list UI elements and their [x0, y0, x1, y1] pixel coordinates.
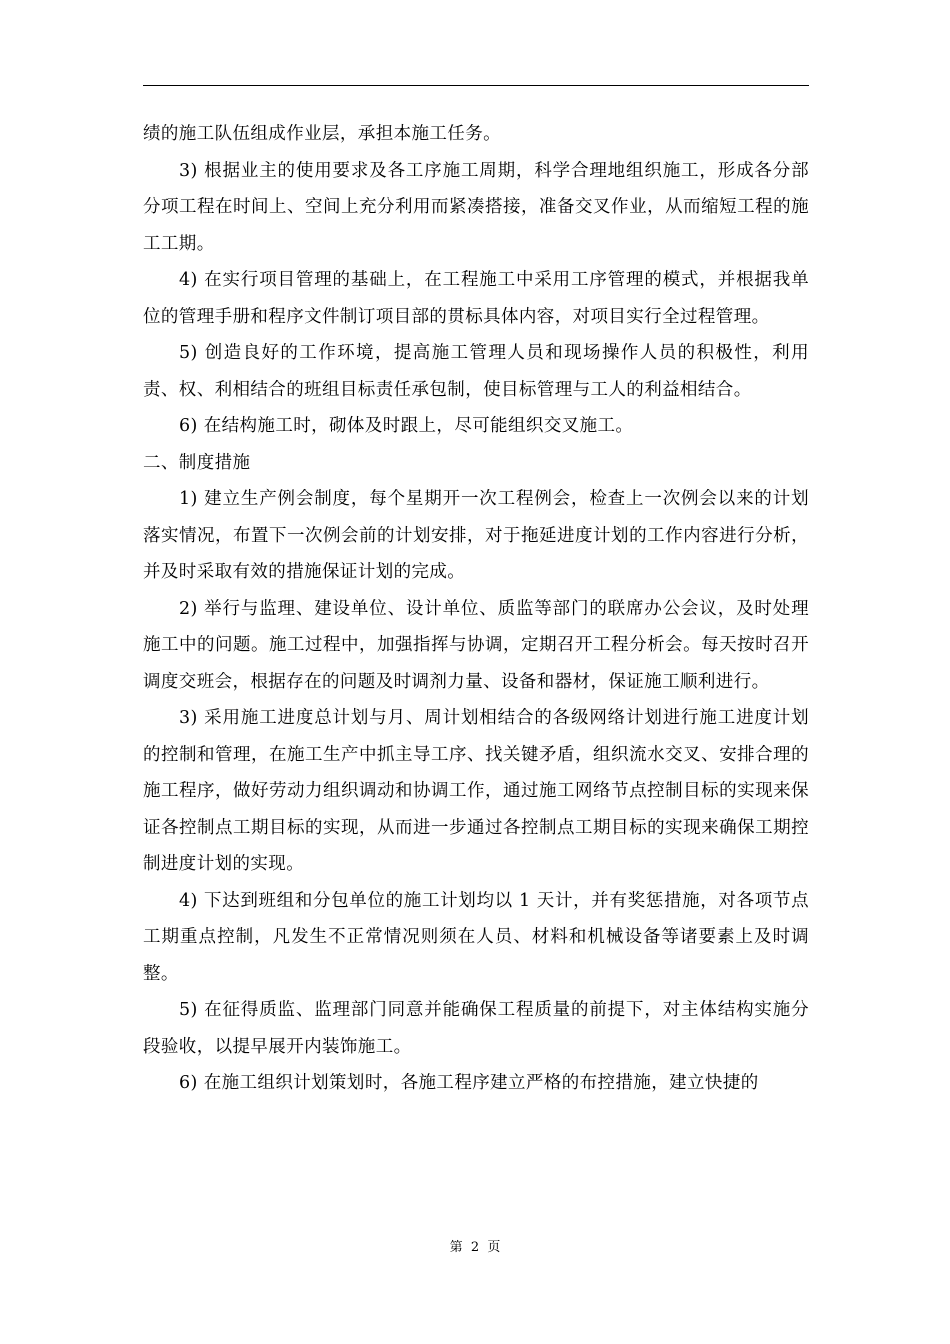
- document-body: [143, 116, 809, 1102]
- paragraph-measure-3: 3) 采用施工进度总计划与月、周计划相结合的各级网络计划进行施工进度计划的控制和管理，在施工生产中抓主导工序、找关键矛盾，组织流水交叉、安排合理的施工程序，做好劳动力组织调动和协调工作，通过施工网络节点控制目标的实现来保证各控制点工期目标的实现，从而进一步通过各控制点工期目标的实现来确保工期控制进度计划的实现。: [143, 708, 809, 874]
- page-footer: [0, 1240, 950, 1256]
- header-rule: [143, 85, 809, 86]
- paragraph-measure-2: 2) 举行与监理、建设单位、设计单位、质监等部门的联席办公会议，及时处理施工中的问题。施工过程中，加强指挥与协调，定期召开工程分析会。每天按时召开调度交班会，根据存在的问题及时调剂力量、设备和器材，保证施工顺利进行。: [143, 598, 809, 692]
- paragraph-item-4: 4) 在实行项目管理的基础上，在工程施工中采用工序管理的模式，并根据我单位的管理手册和程序文件制订项目部的贯标具体内容，对项目实行全过程管理。: [143, 270, 809, 327]
- section-heading: 二、制度措施: [143, 452, 251, 473]
- paragraph-measure-5: 5) 在征得质监、监理部门同意并能确保工程质量的前提下，对主体结构实施分段验收，以提早展开内装饰施工。: [143, 1000, 809, 1057]
- paragraph-item-5: 5) 创造良好的工作环境，提高施工管理人员和现场操作人员的积极性，利用责、权、利相结合的班组目标责任承包制，使目标管理与工人的利益相结合。: [143, 343, 809, 400]
- paragraph-measure-6: 6) 在施工组织计划策划时，各施工程序建立严格的布控措施，建立快捷的: [179, 1073, 759, 1093]
- paragraph-continuation: 绩的施工队伍组成作业层，承担本施工任务。: [143, 124, 501, 144]
- paragraph-item-3: 3) 根据业主的使用要求及各工序施工周期，科学合理地组织施工，形成各分部分项工程在时间上、空间上充分利用而紧凑搭接，准备交叉作业，从而缩短工程的施工工期。: [143, 160, 809, 254]
- paragraph-measure-4: 4) 下达到班组和分包单位的施工计划均以 1 天计，并有奖惩措施，对各项节点工期重点控制，凡发生不正常情况则须在人员、材料和机械设备等诸要素上及时调整。: [143, 890, 809, 984]
- paragraph-item-6: 6) 在结构施工时，砌体及时跟上，尽可能组织交叉施工。: [179, 416, 634, 436]
- paragraph-measure-1: 1) 建立生产例会制度，每个星期开一次工程例会，检查上一次例会以来的计划落实情况，布置下一次例会前的计划安排，对于拖延进度计划的工作内容进行分析，并及时采取有效的措施保证计划的完成。: [143, 489, 809, 582]
- page-number: 第 2 页: [449, 1240, 501, 1255]
